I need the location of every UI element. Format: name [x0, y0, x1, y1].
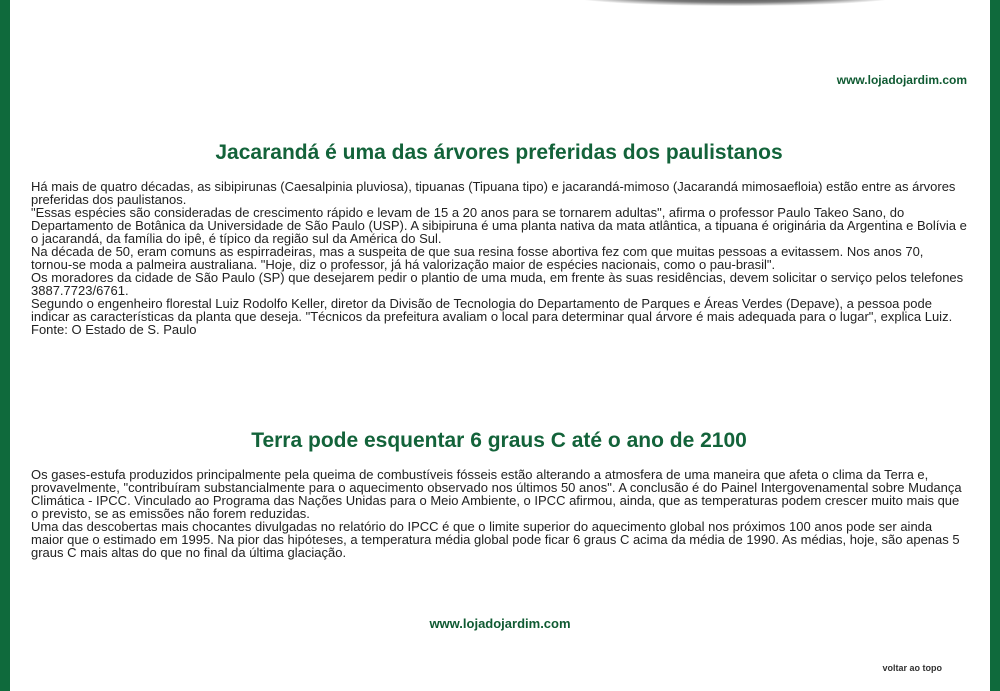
article-title: Terra pode esquentar 6 graus C até o ano de 2100: [251, 429, 747, 452]
site-link-top[interactable]: www.lojadojardim.com: [836, 73, 967, 87]
article-body: [31, 468, 967, 559]
article-paragraph: Na década de 50, eram comuns as espirradeiras, mas a suspeita de que sua resina fosse abortiva fez com que muitas pessoas a evitassem. Nos anos 70, tornou-se moda a palmeira australiana. "Hoje, diz o professor, já há valorização maior de espécies nacionais, como o pau-brasil".: [31, 244, 924, 272]
article-title: Jacarandá é uma das árvores preferidas dos paulistanos: [215, 141, 783, 164]
article-paragraph: Há mais de quatro décadas, as sibipirunas (Caesalpinia pluviosa), tipuanas (Tipuana tipo) e jacarandá-mimoso (Jacarandá mimosaefloia) estão entre as árvores preferidas dos paulistanos.: [31, 179, 956, 207]
article-source: Fonte: O Estado de S. Paulo: [31, 322, 197, 337]
content-page: [10, 0, 990, 691]
back-to-top-link[interactable]: voltar ao topo: [882, 663, 942, 673]
header-shadow-decoration: [570, 0, 900, 6]
article-jacaranda: [31, 140, 967, 336]
article-climate: [31, 428, 967, 559]
article-paragraph: Os gases-estufa produzidos principalmente pela queima de combustíveis fósseis estão alterando a atmosfera de uma maneira que afeta o clima da Terra e, provavelmente, "contribuíram substancialmente para o aquecimento observado nos últimos 50 anos". A conclusão é do Painel Intergovenamental sobre Mudança Climática - IPCC. Vinculado ao Programa das Nações Unidas para o Meio Ambiente, o IPCC afirmou, ainda, que as temperaturas podem crescer muito mais que o previsto, se as emissões não forem reduzidas.: [31, 467, 962, 521]
article-paragraph: Uma das descobertas mais chocantes divulgadas no relatório do IPCC é que o limite superior do aquecimento global nos próximos 100 anos pode ser ainda maior que o estimado em 1995. Na pior das hipóteses, a temperatura média global pode ficar 6 graus C acima da média de 1990. As médias, hoje, são apenas 5 graus C mais altas do que no final da última glaciação.: [31, 519, 960, 560]
article-body: [31, 180, 967, 336]
article-paragraph: Segundo o engenheiro florestal Luiz Rodolfo Keller, diretor da Divisão de Tecnologia do Departamento de Parques e Áreas Verdes (Depave), a pessoa pode indicar as características da planta que deseja. "Técnicos da prefeitura avaliam o local para determinar qual árvore é mais adequada para o lugar", explica Luiz.: [31, 296, 953, 324]
article-paragraph: Os moradores da cidade de São Paulo (SP) que desejarem pedir o plantio de uma muda, em frente às suas residências, devem solicitar o serviço pelos telefones 3887.7723/6761.: [31, 270, 964, 298]
article-paragraph: "Essas espécies são consideradas de crescimento rápido e levam de 15 a 20 anos para se tornarem adultas", afirma o professor Paulo Takeo Sano, do Departamento de Botânica da Universidade de São Paulo (USP). A sibipiruna é uma planta nativa da mata atlântica, a tipuana é originária da Argentina e Bolívia e o jacarandá, da família do ipê, é típico da região sul da América do Sul.: [31, 205, 967, 246]
site-link-bottom[interactable]: www.lojadojardim.com: [429, 616, 571, 631]
